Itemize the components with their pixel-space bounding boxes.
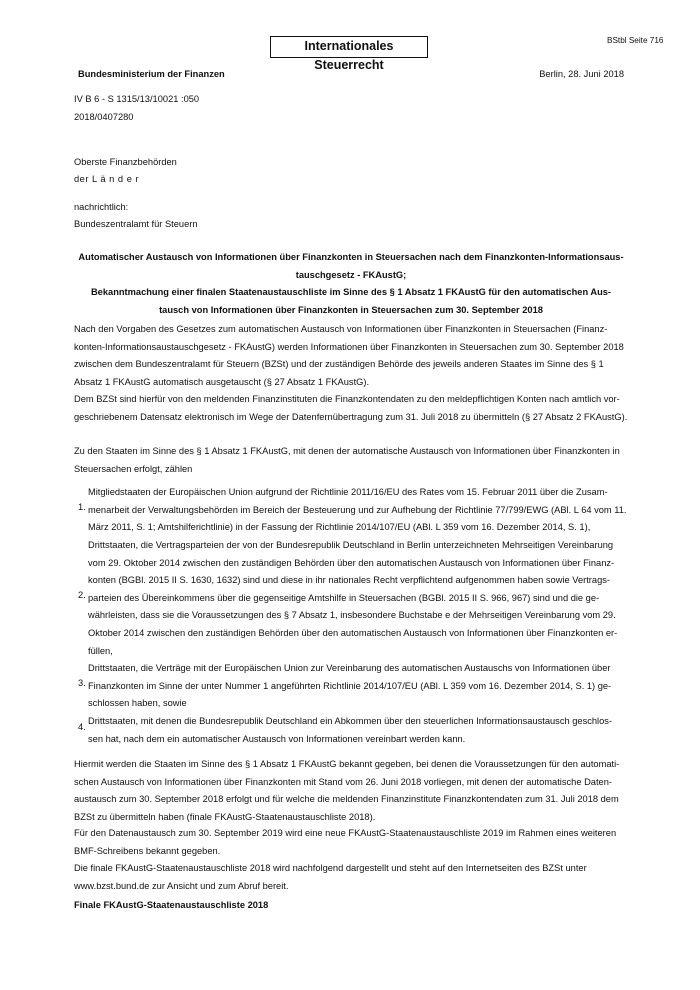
- list-item-text: Drittstaaten, mit denen die Bundesrepublik Deutschland ein Abkommen über den steuerlichen Informationsaustausch geschlos- sen hat, nach dem ein automatischer Austausch von Informationen vereinbart werden kann.: [88, 716, 613, 744]
- recipient-line-2: der L ä n d e r: [74, 174, 140, 184]
- list-item-number: 4.: [78, 722, 86, 732]
- ministry-name: Bundesministerium der Finanzen: [78, 69, 225, 79]
- section-title-box: Internationales Steuerrecht: [270, 36, 428, 58]
- recipient-line-1: Oberste Finanzbehörden: [74, 157, 177, 167]
- reference-number: IV B 6 - S 1315/13/10021 :050: [74, 94, 200, 104]
- subject-heading: [70, 249, 632, 319]
- list-item-number: 1.: [78, 502, 86, 512]
- paragraph-6: Die finale FKAustG-Staatenaustauschliste 2018 wird nachfolgend dargestellt und steht auf den Internetseiten des BZSt unter www.bzst.bund.de zur Ansicht und zum Abruf bereit.: [74, 863, 587, 891]
- paragraph-3: Zu den Staaten im Sinne des § 1 Absatz 1 FKAustG, mit denen der automatische Austausch von Informationen über Finanzkonten in Steuersachen erfolgt, zählen: [74, 446, 620, 474]
- subject-line-2: tauschgesetz - FKAustG;: [295, 269, 407, 280]
- page-reference: BStbl Seite 716: [607, 36, 664, 45]
- paragraph-2: Dem BZSt sind hierfür von den meldenden Finanzinstituten die Finanzkontendaten zu den meldepflichtigen Konten nach amtlich vor- geschriebenem Datensatz elektronisch im Wege der Datenfernübertragung zum 31. Juli 2018 zu übermitteln (§ 27 Absatz 2 FKAustG).: [74, 394, 628, 422]
- list-item-text: Mitgliedstaaten der Europäischen Union aufgrund der Richtlinie 2011/16/EU des Rates vom 15. Februar 2011 über die Zusam- menarbeit der Verwaltungsbehörden im Bereich der Besteuerung und zur Aufhebung der Richtlinie 77/799/EWG (ABl. L 64 vom 11. März 2011, S. 1; Amtshilferichtlinie) in der Fassung der Richtlinie 2014/107/EU (ABl. L 359 vom 16. Dezember 2014, S. 1),: [88, 487, 627, 533]
- subject-line-3: Bekanntmachung einer finalen Staatenaustauschliste im Sinne des § 1 Absatz 1 FKAustG für den automatischen Aus-: [90, 287, 612, 297]
- subject-line-4: tausch von Informationen über Finanzkonten in Steuersachen zum 30. September 2018: [159, 304, 543, 315]
- paragraph-5: Für den Datenaustausch zum 30. September 2019 wird eine neue FKAustG-Staatenaustauschliste 2019 im Rahmen eines weiteren BMF-Schreibens bekannt gegeben.: [74, 828, 617, 856]
- list-item-text: Drittstaaten, die Verträge mit der Europäischen Union zur Vereinbarung des automatischen Austauschs von Informationen über Finanzkonten im Sinne der unter Nummer 1 angeführten Richtlinie 2014/107/EU (ABl. L 359 vom 16. Dezember 2014, S. 1) ge- schlossen haben, sowie: [88, 663, 612, 709]
- list-item-number: 3.: [78, 678, 86, 688]
- paragraph-4: Hiermit werden die Staaten im Sinne des § 1 Absatz 1 FKAustG bekannt gegeben, bei denen die Voraussetzungen für den automati- schen Austausch von Informationen über Finanzkonten mit Stand vom 26. Juni 2018 vorliegen, mit denen der automatische Daten- austausch zum 30. September 2018 erfolgt und für welche die meldenden Finanzinstitute Finanzkontendaten zum 31. Juli 2018 dem BZSt zu übermitteln haben (finale FKAustG-Staatenaustauschliste 2018).: [74, 759, 620, 822]
- cc-recipient: Bundeszentralamt für Steuern: [74, 219, 198, 229]
- list-item-text: Drittstaaten, die Vertragsparteien der von der Bundesrepublik Deutschland in Berlin unterzeichneten Mehrseitigen Vereinbarung vom 29. Oktober 2014 zwischen den zuständigen Behörden über den automatischen Austausch von Informationen über Finanz- konten (BGBl. 2015 II S. 1630, 1632) sind und diese in ihr nationales Recht verpflichtend aufgenommen haben sowie Vertrags- parteien des Übereinkommens über die gegenseitige Amtshilfe in Steuersachen (BGBl. 2015 II S. 966, 967) sind und die ge- währleisten, dass sie die Voraussetzungen des § 7 Absatz 1, insbesondere Buchstabe e der Mehrseitigen Vereinbarung vom 29. Oktober 2014 zwischen den zuständigen Behörden über den automatischen Austausch von Informationen über Finanzkonten er- füllen,: [88, 540, 618, 656]
- list-item-number: 2.: [78, 590, 86, 600]
- final-list-heading: Finale FKAustG-Staatenaustauschliste 2018: [74, 900, 269, 910]
- document-number: 2018/0407280: [74, 112, 134, 122]
- cc-label: nachrichtlich:: [74, 202, 129, 212]
- subject-line-1: Automatischer Austausch von Informationen über Finanzkonten in Steuersachen nach dem Finanzkonten-Informationsaus-: [78, 252, 624, 262]
- letter-date: Berlin, 28. Juni 2018: [539, 69, 624, 79]
- paragraph-1: Nach den Vorgaben des Gesetzes zum automatischen Austausch von Informationen über Finanzkonten in Steuersachen (Finanz- konten-Informationsaustauschgesetz - FKAustG) werden Informationen über Finanzkonten in Steuersachen zum 30. September 2018 zwischen dem Bundeszentralamt für Steuern (BZSt) und der zuständigen Behörde des jeweils anderen Staates im Sinne des § 1 Absatz 1 FKAustG automatisch ausgetauscht (§ 27 Absatz 1 FKAustG).: [74, 324, 624, 387]
